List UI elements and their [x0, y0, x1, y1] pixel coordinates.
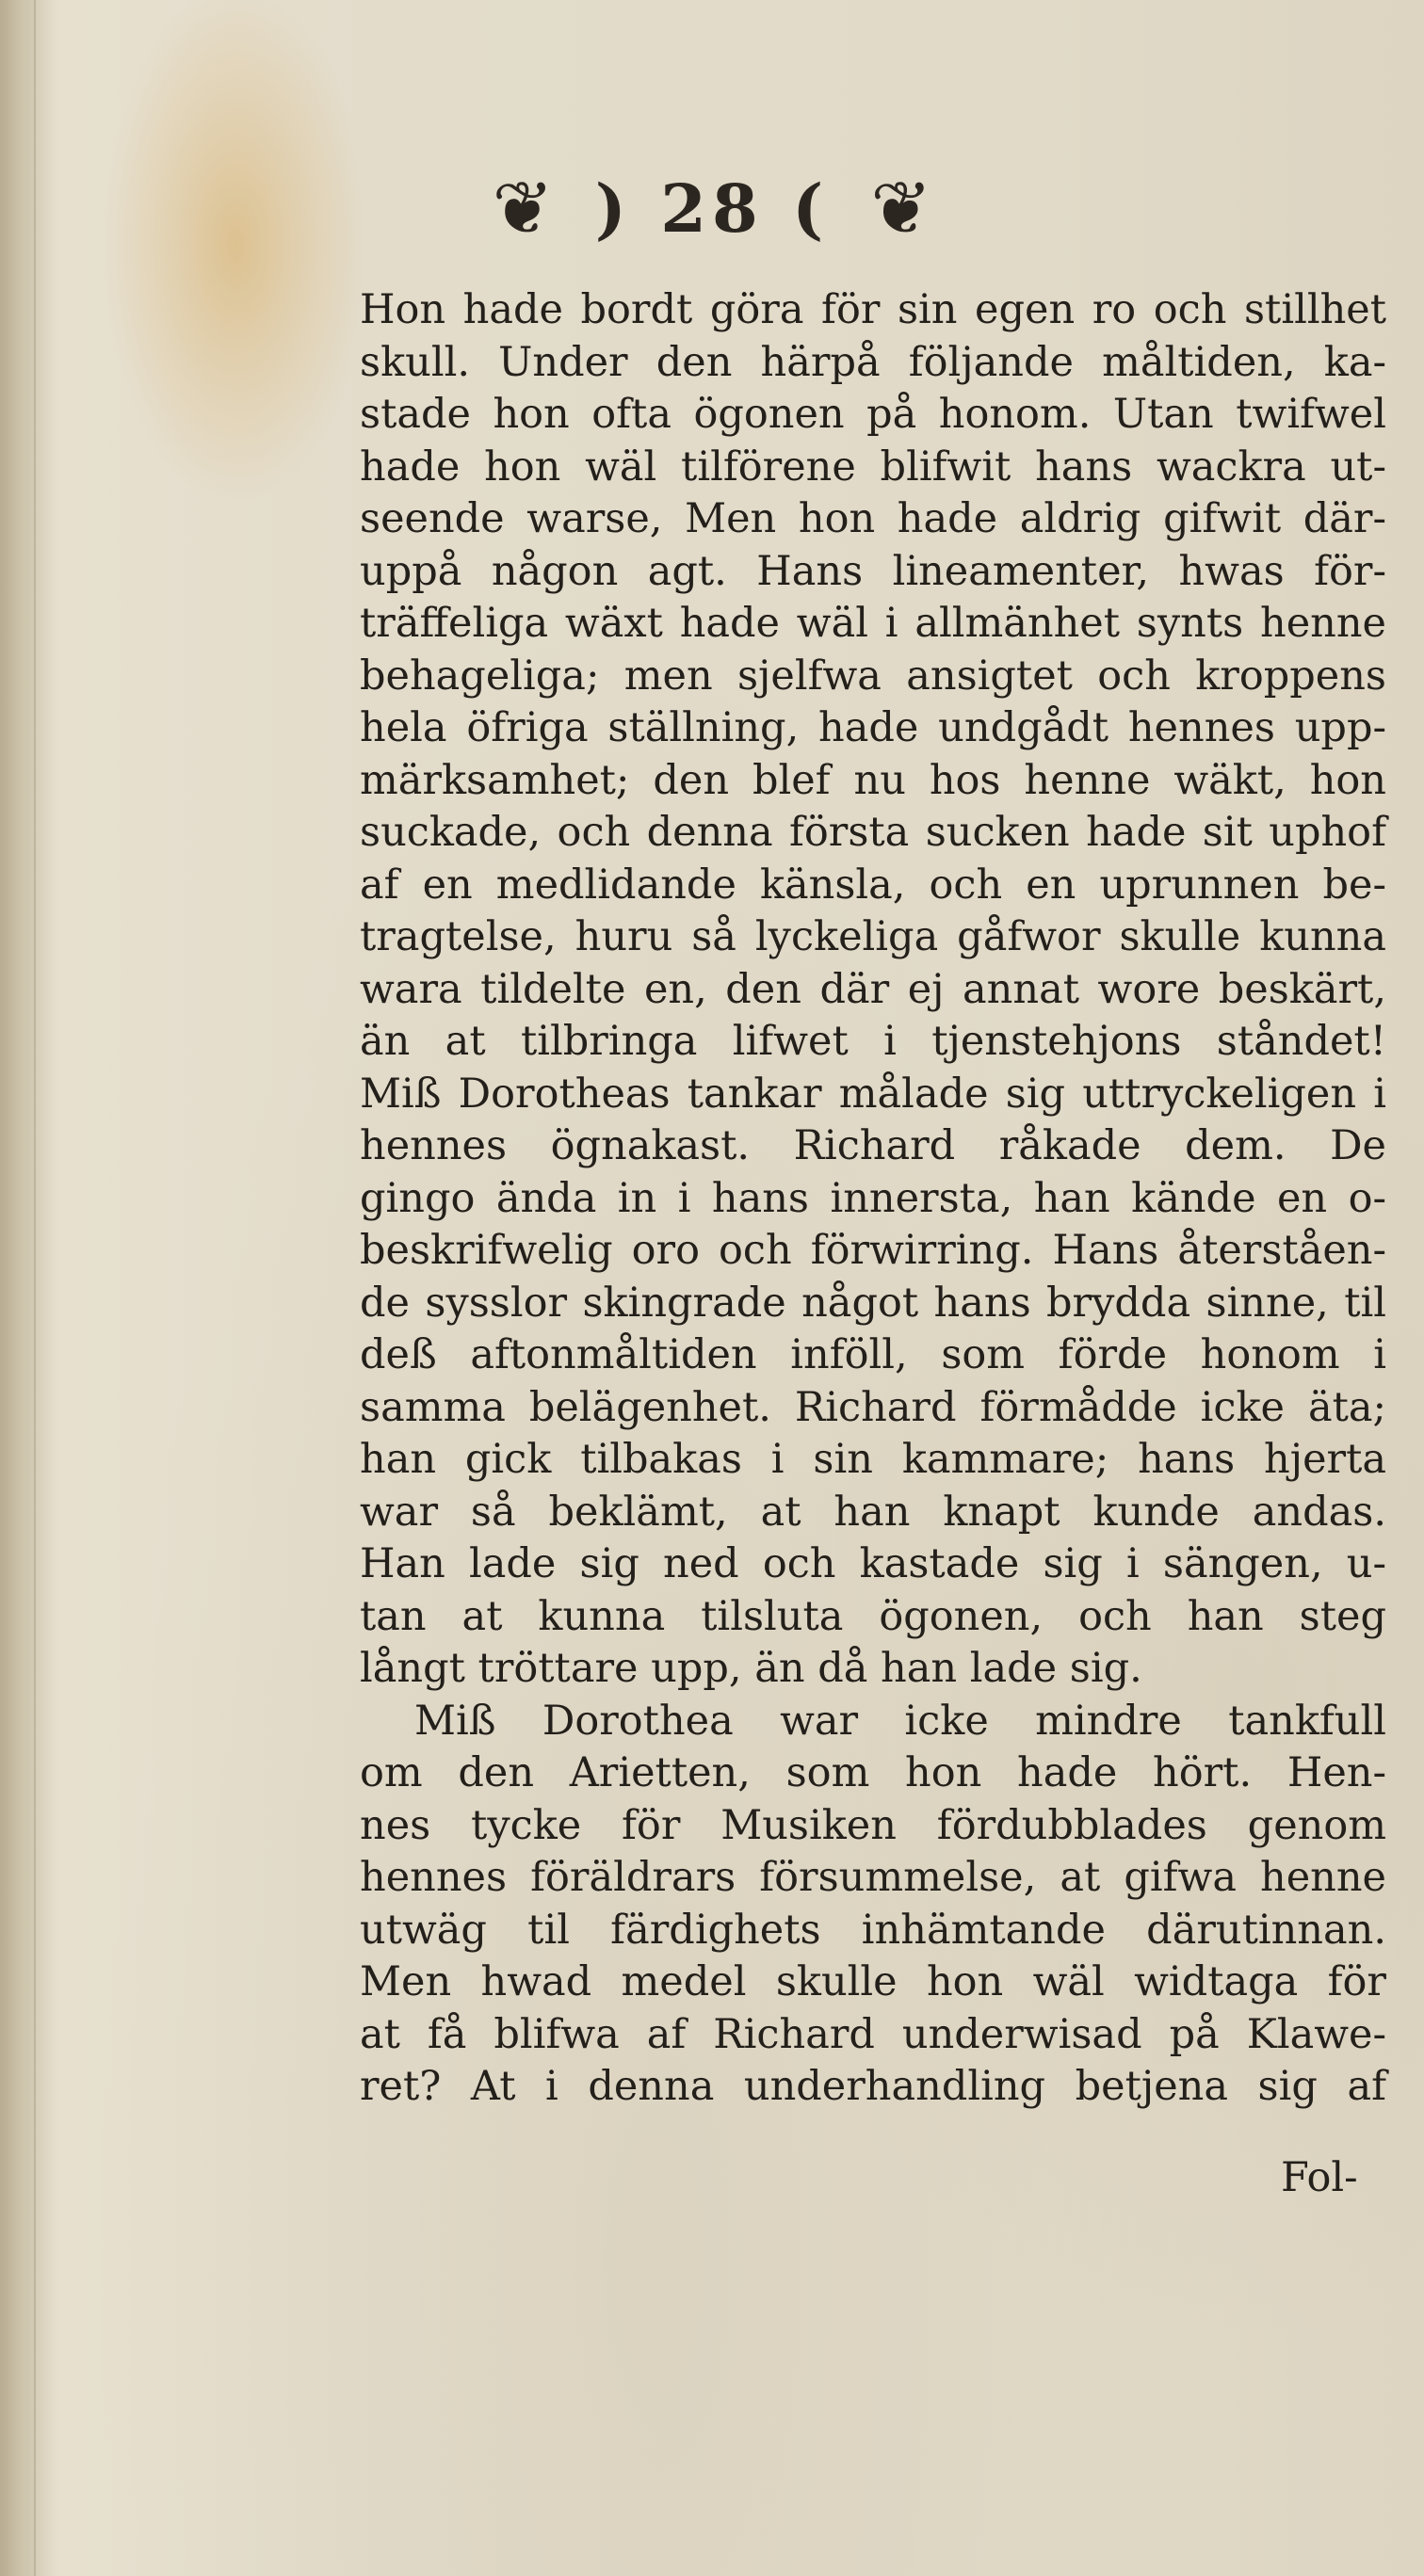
text-line: samma belägenhet. Richard förmådde icke äta;	[360, 1383, 1386, 1431]
catchword: Fol-	[1281, 2154, 1358, 2201]
text-line: war så beklämt, at han knapt kunde andas.	[360, 1488, 1386, 1536]
text-line: hela öfriga ställning, hade undgådt hennes upp-	[360, 704, 1386, 751]
text-line: Men hwad medel skulle hon wäl widtaga för	[360, 1958, 1386, 2005]
paragraph-2	[360, 1696, 1386, 2114]
fleuron-left-icon: ❦	[492, 166, 554, 251]
text-line: om den Arietten, som hon hade hört. Hen-	[360, 1749, 1386, 1796]
text-line: wara tildelte en, den där ej annat wore beskärt,	[360, 965, 1386, 1013]
text-line: deß aftonmåltiden inföll, som förde honom i	[360, 1331, 1386, 1378]
text-line: tragtelse, huru så lyckeliga gåfwor skulle kunna	[360, 913, 1386, 960]
page-spine-shadow	[0, 0, 57, 2576]
paragraph-1	[360, 284, 1386, 1696]
text-line: seende warse, Men hon hade aldrig gifwit där-	[360, 495, 1386, 542]
text-line: långt tröttare upp, än då han lade sig.	[360, 1645, 1142, 1692]
text-line: tan at kunna tilsluta ögonen, och han steg	[360, 1592, 1386, 1640]
text-line: än at tilbringa lifwet i tjenstehjons ståndet!	[360, 1018, 1386, 1065]
fleuron-right-icon: ❦	[870, 166, 932, 251]
page-crease	[34, 0, 36, 2576]
page-number: ) 28 (	[594, 169, 830, 248]
page-header	[0, 166, 1424, 251]
text-line: de sysslor skingrade något hans brydda sinne, til	[360, 1279, 1386, 1327]
text-line: suckade, och denna första sucken hade sit uphof	[360, 809, 1386, 856]
text-line: märksamhet; den blef nu hos henne wäkt, hon	[360, 756, 1386, 804]
text-line: utwäg til färdighets inhämtande därutinnan.	[360, 1906, 1386, 1954]
text-line: hade hon wäl tilförene blifwit hans wackra ut-	[360, 443, 1386, 491]
text-line: behageliga; men sjelfwa ansigtet och kroppens	[360, 652, 1386, 700]
text-line: af en medlidande känsla, och en uprunnen be-	[360, 861, 1386, 909]
text-line: ret? At i denna underhandling betjena sig af	[360, 2063, 1386, 2110]
text-line: gingo ända in i hans innersta, han kände en o-	[360, 1174, 1386, 1222]
text-line: Han lade sig ned och kastade sig i sängen, u-	[360, 1540, 1386, 1587]
text-line: at få blifwa af Richard underwisad på Klawe-	[360, 2010, 1386, 2058]
text-line: skull. Under den härpå följande måltiden, ka-	[360, 338, 1386, 386]
text-line: Miß Dorothea war icke mindre tankfull	[414, 1697, 1386, 1745]
text-line: han gick tilbakas i sin kammare; hans hjerta	[360, 1436, 1386, 1483]
body-text	[360, 284, 1386, 2114]
text-line: Hon hade bordt göra för sin egen ro och stillhet	[360, 286, 1386, 333]
text-line: hennes ögnakast. Richard råkade dem. De	[360, 1122, 1386, 1169]
text-line: beskrifwelig oro och förwirring. Hans återståen-	[360, 1227, 1386, 1274]
text-line: nes tycke för Musiken fördubblades genom	[360, 1801, 1386, 1849]
text-line: träffeliga wäxt hade wäl i allmänhet synts henne	[360, 600, 1386, 647]
text-line: uppå någon agt. Hans lineamenter, hwas för-	[360, 547, 1386, 595]
text-line: hennes föräldrars försummelse, at gifwa henne	[360, 1854, 1386, 1901]
text-line: Miß Dorotheas tankar målade sig uttryckeligen i	[360, 1070, 1386, 1118]
text-line: stade hon ofta ögonen på honom. Utan twifwel	[360, 391, 1386, 438]
